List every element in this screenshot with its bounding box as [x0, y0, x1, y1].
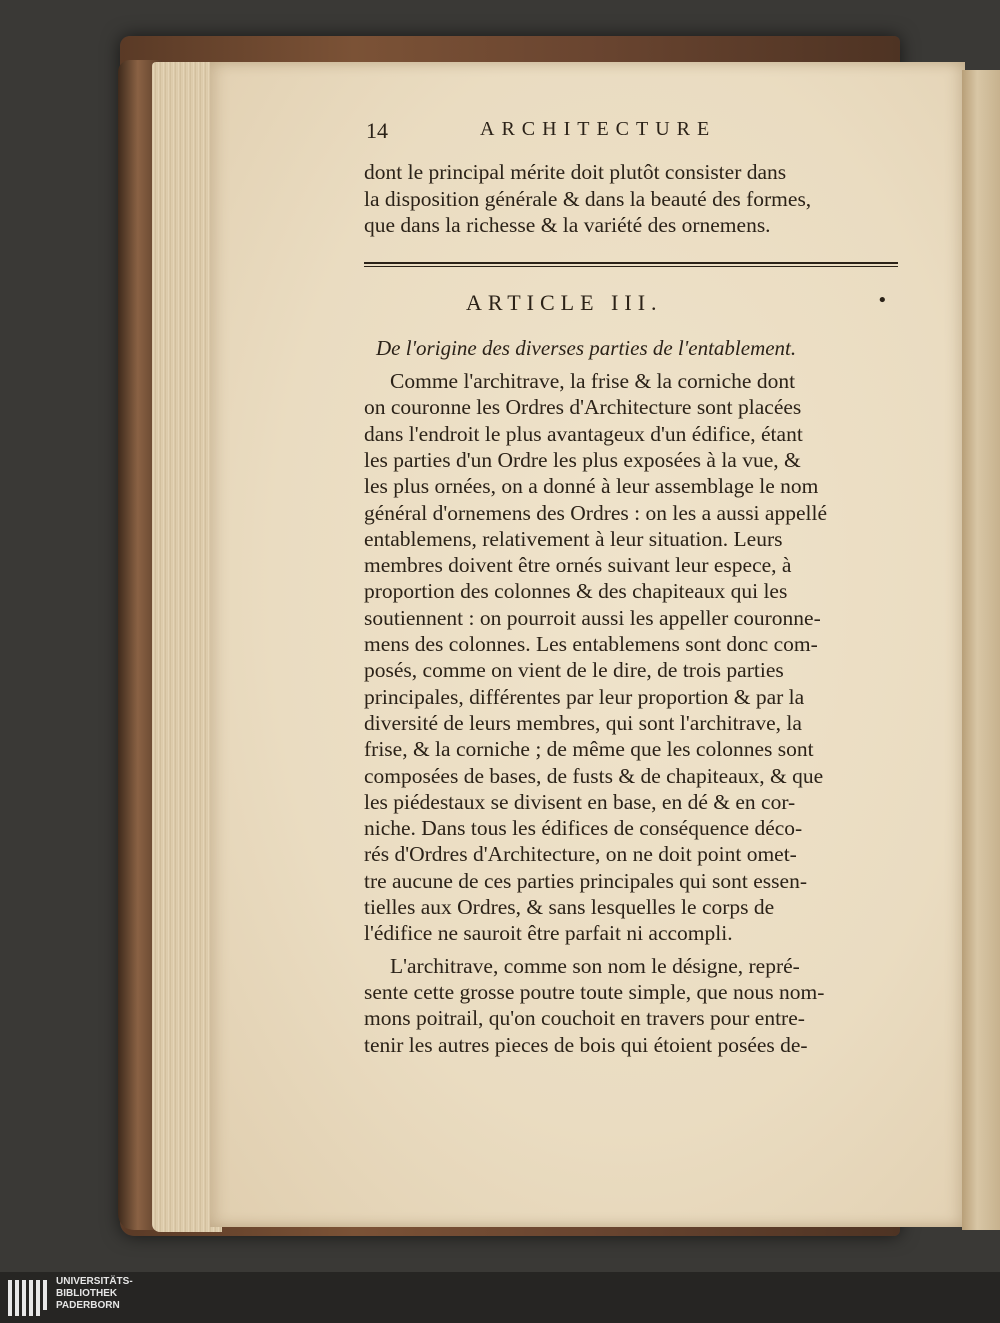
library-name	[56, 1276, 133, 1312]
text-line: les plus ornées, on a donné à leur assemblage le nom	[364, 474, 819, 498]
article-heading: ARTICLE III.	[466, 290, 663, 315]
text-line: les parties d'un Ordre les plus exposées à la vue, &	[364, 448, 801, 472]
library-name-line: BIBLIOTHEK	[56, 1288, 118, 1299]
text-line: rés d'Ordres d'Architecture, on ne doit point omet-	[364, 842, 797, 866]
text-line: frise, & la corniche ; de même que les colonnes sont	[364, 737, 814, 761]
text-line: niche. Dans tous les édifices de conséquence déco-	[364, 816, 803, 840]
text-line: composées de bases, de fusts & de chapiteaux, & que	[364, 764, 824, 788]
text-line: L'architrave, comme son nom le désigne, repré-	[390, 954, 800, 978]
text-line: diversité de leurs membres, qui sont l'architrave, la	[364, 711, 802, 735]
library-footer	[0, 1272, 1000, 1323]
running-title: ARCHITECTURE	[480, 118, 717, 140]
section-rule	[364, 262, 898, 267]
facing-page-edge	[962, 70, 1000, 1230]
text-line: tenir les autres pieces de bois qui étoient posées de-	[364, 1033, 808, 1057]
text-line: tielles aux Ordres, & sans lesquelles le corps de	[364, 895, 775, 919]
text-line: que dans la richesse & la variété des ornemens.	[364, 213, 771, 237]
text-line: dans l'endroit le plus avantageux d'un édifice, étant	[364, 422, 803, 446]
text-line: tre aucune de ces parties principales qui sont essen-	[364, 869, 807, 893]
text-line: membres doivent être ornés suivant leur espece, à	[364, 553, 792, 577]
text-line: les piédestaux se divisent en base, en dé & en cor-	[364, 790, 796, 814]
text-line: entablemens, relativement à leur situation. Leurs	[364, 527, 783, 551]
article-subtitle: De l'origine des diverses parties de l'entablement.	[376, 336, 797, 360]
text-line: proportion des colonnes & des chapiteaux qui les	[364, 579, 788, 603]
text-line: l'édifice ne sauroit être parfait ni accompli.	[364, 921, 733, 945]
text-line: mens des colonnes. Les entablemens sont donc com-	[364, 632, 818, 656]
library-name-line: UNIVERSITÄTS-	[56, 1276, 133, 1287]
text-line: général d'ornemens des Ordres : on les a aussi appellé	[364, 501, 827, 525]
text-line: principales, différentes par leur proportion & par la	[364, 685, 805, 709]
text-line: posés, comme on vient de le dire, de trois parties	[364, 658, 784, 682]
text-line: mons poitrail, qu'on couchoit en travers pour entre-	[364, 1006, 805, 1030]
library-name-line: PADERBORN	[56, 1300, 120, 1311]
text-line: dont le principal mérite doit plutôt consister dans	[364, 160, 787, 184]
library-logo-icon	[8, 1280, 50, 1316]
page-number: 14	[366, 118, 388, 143]
ornament-dot: •	[877, 290, 888, 311]
text-line: la disposition générale & dans la beauté des formes,	[364, 187, 812, 211]
text-line: on couronne les Ordres d'Architecture sont placées	[364, 395, 802, 419]
text-line: Comme l'architrave, la frise & la corniche dont	[390, 369, 796, 393]
text-line: soutiennent : on pourroit aussi les appeller couronne-	[364, 606, 821, 630]
running-head	[366, 118, 796, 146]
text-line: sente cette grosse poutre toute simple, que nous nom-	[364, 980, 825, 1004]
